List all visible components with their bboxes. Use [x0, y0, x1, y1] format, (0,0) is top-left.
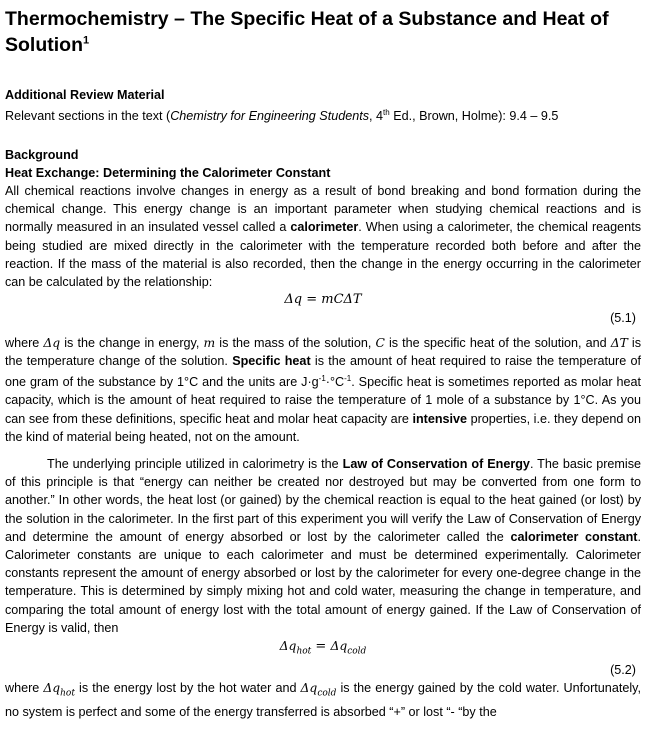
paragraph-1: All chemical reactions involve changes in energy as a result of bond breaking and bond formation during the chemical change. This energy change is an important parameter when studying chemical reactions and is normally measured in an insulated vessel called a calorimeter. When using a calorimeter, the chemical reagents being studied are mixed directly in the calorimeter with the temperature recorded both before and after the reaction. If the mass of the material is also recorded, then the change in the energy occurring in the calorimeter can be calculated by the relationship: — [5, 184, 641, 290]
document-page — [5, 0, 641, 721]
equation-number-5-1: (5.1) — [610, 311, 636, 326]
page-title: Thermochemistry – The Specific Heat of a Substance and Heat of Solution$^1$ — [5, 8, 609, 56]
heat-exchange-heading: Heat Exchange: Determining the Calorimeter Constant — [5, 165, 331, 180]
equation-5-2: $\Delta q_{hot} = \Delta q_{cold}$ — [279, 639, 367, 657]
footnote-marker: 1 — [82, 34, 90, 47]
paragraph-2: where Δq is the change in energy, m is the mass of the solution, C is the specific heat of the solution, and ΔT is the temperature change of the solution. Specific heat is the amount of heat required to raise the temperature of one gram of the substance by 1°C and the units are $J\cdot g^{-1}\cdot^\circ C^{-1}$. Specific heat is sometimes reported as molar heat capacity, which is the amount of heat required to raise the temperature of 1 mole of a substance by 1°C. As you can see from these definitions, specific heat and molar heat capacity are intensive properties, i.e. they depend on the kind of material being heated, not on the amount. — [5, 335, 641, 444]
equation-number-5-2: (5.2) — [610, 662, 636, 677]
background-heading: Background — [5, 147, 79, 162]
review-text: Relevant sections in the text (Chemistry for Engineering Students, 4th Ed., Brown, Holme): 9.4 – 9.5 — [5, 108, 559, 124]
equation-5-1: Δq = mCΔT — [284, 292, 362, 308]
paragraph-3: The underlying principle utilized in calorimetry is the Law of Conservation of Energy. The basic premise of this principle is that “energy can neither be created nor destroyed but may be converted from one form to another.” In other words, the heat lost (or gained) by the chemical reaction is equal to the heat gained (or lost) by the solution in the calorimeter. In the first part of this experiment you will verify the Law of Conservation of Energy and determine the amount of energy absorbed or lost by the calorimeter called the calorimeter constant. Calorimeter constants are unique to each calorimeter and must be determined experimentally. Calorimeter constants represent the amount of energy absorbed or lost by the calorimeter for every one-degree change in the temperature. This is determined by simply mixing hot and cold water, measuring the change in temperature, and comparing the total amount of energy lost with the total amount of energy gained. If the Law of Conservation of Energy is valid, then — [5, 457, 641, 635]
paragraph-4: where $\Delta q_{hot}$ is the energy lost by the hot water and $\Delta q_{cold}$ is the energy gained by the cold water. Unfortunately, no system is perfect and some of the energy transferred is absorbed “+” or lost “- “by the — [5, 681, 641, 719]
review-heading: Additional Review Material — [5, 88, 165, 102]
